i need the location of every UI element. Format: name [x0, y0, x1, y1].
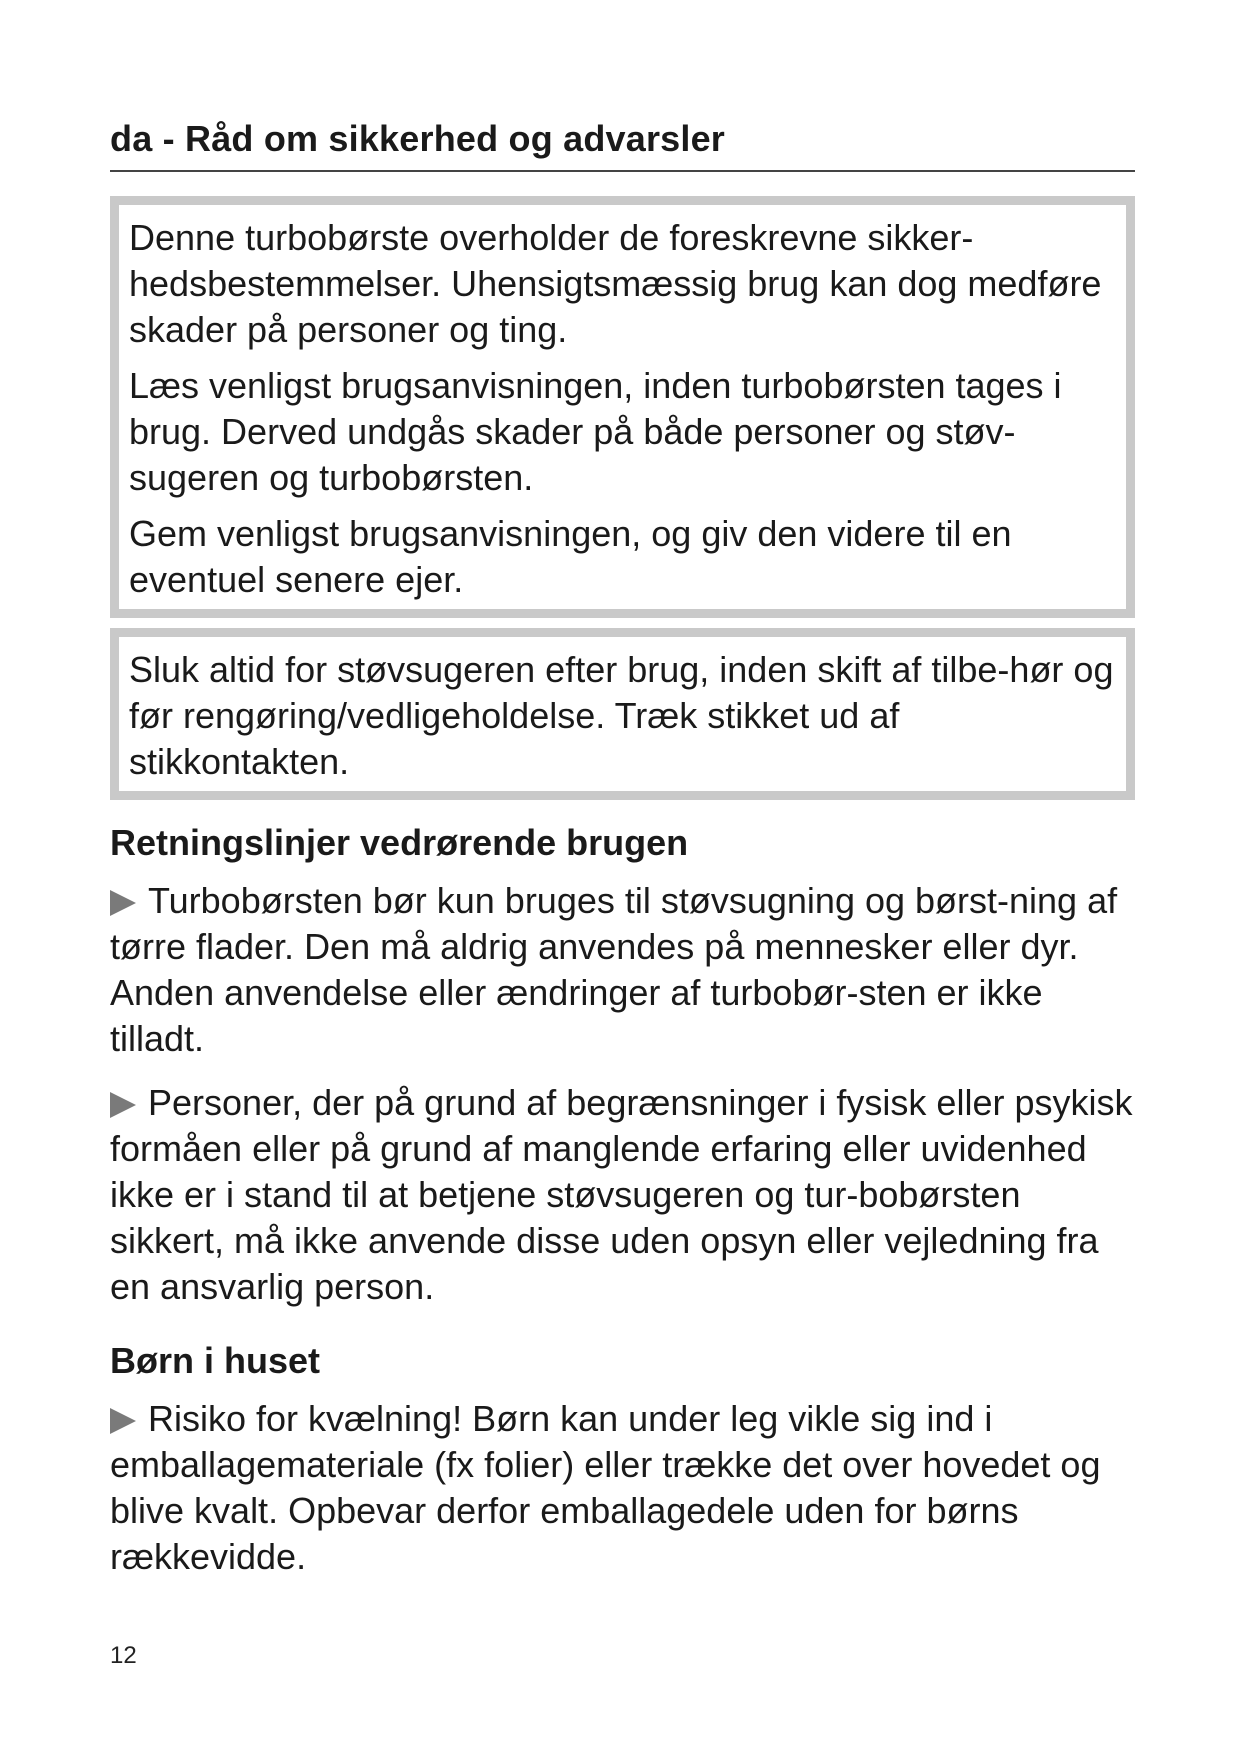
triangle-right-icon: [110, 1092, 136, 1118]
children-bullet-1: [110, 1396, 1135, 1580]
triangle-right-icon: [110, 890, 136, 916]
children-bullet-1-text: Risiko for kvælning! Børn kan under leg vikle sig ind i emballagemateriale (fx folier) eller trække det over hovedet og blive kvalt. Opbevar derfor emballagedele uden for børns rækkevidde.: [110, 1398, 1101, 1577]
page-number: 12: [110, 1642, 137, 1669]
intro-paragraph-2: Læs venligst brugsanvisningen, inden turbobørsten tages i brug. Derved undgås skader på både personer og støv-sugeren og turbobørsten.: [129, 365, 1062, 498]
usage-section-heading: Retningslinjer vedrørende brugen: [110, 822, 689, 863]
triangle-right-icon: [110, 1408, 136, 1434]
usage-bullet-1-text: Turbobørsten bør kun bruges til støvsugning og børst-ning af tørre flader. Den må aldrig anvendes på mennesker eller dyr. Anden anvendelse eller ændringer af turbobør-sten er ikke tilladt.: [110, 880, 1118, 1059]
usage-bullet-2: [110, 1080, 1135, 1310]
power-warning-text: Sluk altid for støvsugeren efter brug, inden skift af tilbe-hør og før rengøring/vedligeholdelse. Træk stikket ud af stikkontakten.: [129, 649, 1114, 782]
usage-bullet-2-text: Personer, der på grund af begrænsninger i fysisk eller psykisk formåen eller på grund af manglende erfaring eller uvidenhed ikke er i stand til at betjene støvsugeren og tur-bobørsten sikkert, må ikke anvende disse uden opsyn eller vejledning fra en ansvarlig person.: [110, 1082, 1133, 1307]
power-warning-box: [110, 628, 1135, 800]
intro-paragraph-3: Gem venligst brugsanvisningen, og giv den videre til en eventuel senere ejer.: [129, 513, 1012, 600]
usage-bullet-1: [110, 878, 1135, 1062]
children-section-heading: Børn i huset: [110, 1340, 321, 1381]
page-title: da - Råd om sikkerhed og advarsler: [110, 118, 1135, 172]
intro-safety-box: [110, 196, 1135, 618]
intro-paragraph-1: Denne turbobørste overholder de foreskrevne sikker-hedsbestemmelser. Uhensigtsmæssig brug kan dog medføre skader på personer og ting.: [129, 217, 1102, 350]
document-page: [110, 118, 1135, 1580]
